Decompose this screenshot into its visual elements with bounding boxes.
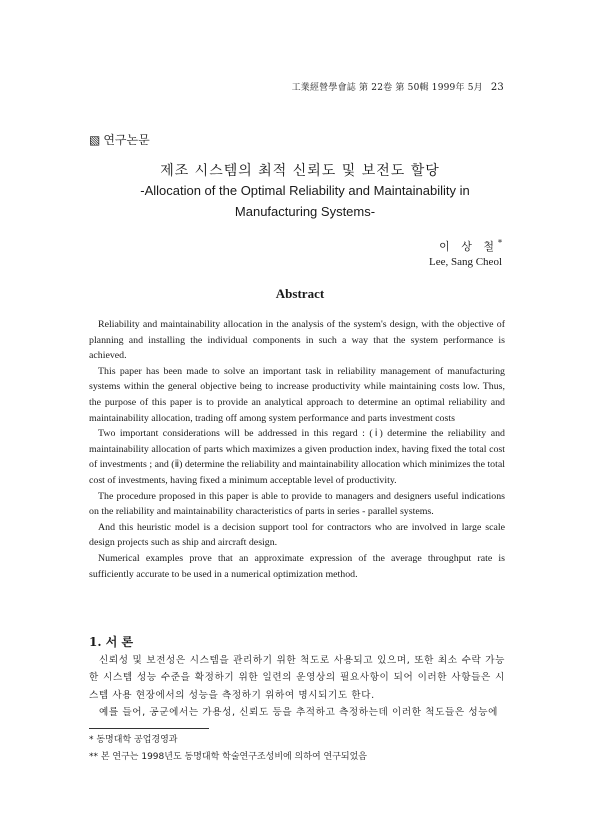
- abstract-paragraph: This paper has been made to solve an important task in reliability management of manufacturing systems within the general objective being to increase productivity while maintaining costs low. Thus, the purpose of this paper is to provide an analytical approach to determine an optimal reliability and maintainability allocation, trading off among system performance and parts investment costs: [89, 365, 505, 424]
- author-korean: [439, 238, 502, 254]
- introduction-paragraph: 예를 들어, 공군에서는 가용성, 신뢰도 등을 추적하고 측정하는데 이러한 척도들은 성능에: [99, 707, 499, 719]
- author-english: Lee, Sang Cheol: [428, 256, 502, 268]
- english-title: [70, 180, 540, 222]
- section-mark-icon: ▧: [89, 133, 101, 147]
- section-tag: [89, 131, 150, 148]
- korean-title: 제조 시스템의 최적 신뢰도 및 보전도 할당: [160, 163, 440, 179]
- author-korean-name: 이 상 철: [439, 240, 498, 253]
- footnote-funding: ** 본 연구는 1998년도 동명대학 학술연구조성비에 의하여 연구되었음: [89, 752, 367, 762]
- running-header: [292, 80, 504, 93]
- footnote-divider: [89, 728, 209, 729]
- introduction-paragraph: 신뢰성 및 보전성은 시스템을 관리하기 위한 척도로 사용되고 있으며, 또한 최소 수락 가능한 시스템 성능 수준을 확정하기 위한 일련의 운영상의 필요사항이 되어 이러한 사항들은 시스템 사용 현장에서의 성능을 측정하기 위하여 명시되기도 한다.: [89, 655, 505, 701]
- author-footnote-mark: *: [498, 238, 502, 248]
- abstract-paragraph: And this heuristic model is a decision support tool for contractors who are involved in large scale design projects such as ship and aircraft design.: [89, 521, 505, 549]
- abstract-paragraph: Numerical examples prove that an approximate expression of the average throughput rate is sufficiently accurate to be used in a numerical optimization method.: [89, 552, 505, 580]
- introduction-body: [89, 652, 505, 722]
- abstract-body: [89, 317, 505, 582]
- footnote-affiliation: * 동명대학 공업경영과: [89, 735, 178, 745]
- journal-citation: 工業經營學會誌 第 22卷 第 50輯 1999年 5月: [291, 83, 483, 93]
- abstract-paragraph: Reliability and maintainability allocation in the analysis of the system's design, with the objective of planning and installing the individual components in such a way that the system performance is achieved.: [89, 319, 505, 362]
- page-number: 23: [490, 82, 504, 93]
- section-tag-label: 연구논문: [103, 133, 150, 147]
- abstract-paragraph: Two important considerations will be addressed in this regard : (ⅰ) determine the reliability and maintainability allocation of parts which maximizes a given production index, having fixed the total cost of investments ; and (ⅱ) determine the reliability and maintainability allocation which minimizes the total cost of investments, having fixed a minimum acceptable level of productivity.: [89, 428, 505, 486]
- abstract-heading: Abstract: [275, 286, 325, 301]
- english-title-line-2: Manufacturing Systems-: [234, 204, 376, 219]
- introduction-heading: 1. 서 론: [89, 635, 134, 649]
- abstract-paragraph: The procedure proposed in this paper is able to provide to managers and designers useful indications on the reliability and maintainability characteristics of parts in series - parallel systems.: [89, 490, 505, 518]
- footnotes: [89, 732, 505, 766]
- english-title-line-1: -Allocation of the Optimal Reliability and Maintainability in: [140, 183, 470, 198]
